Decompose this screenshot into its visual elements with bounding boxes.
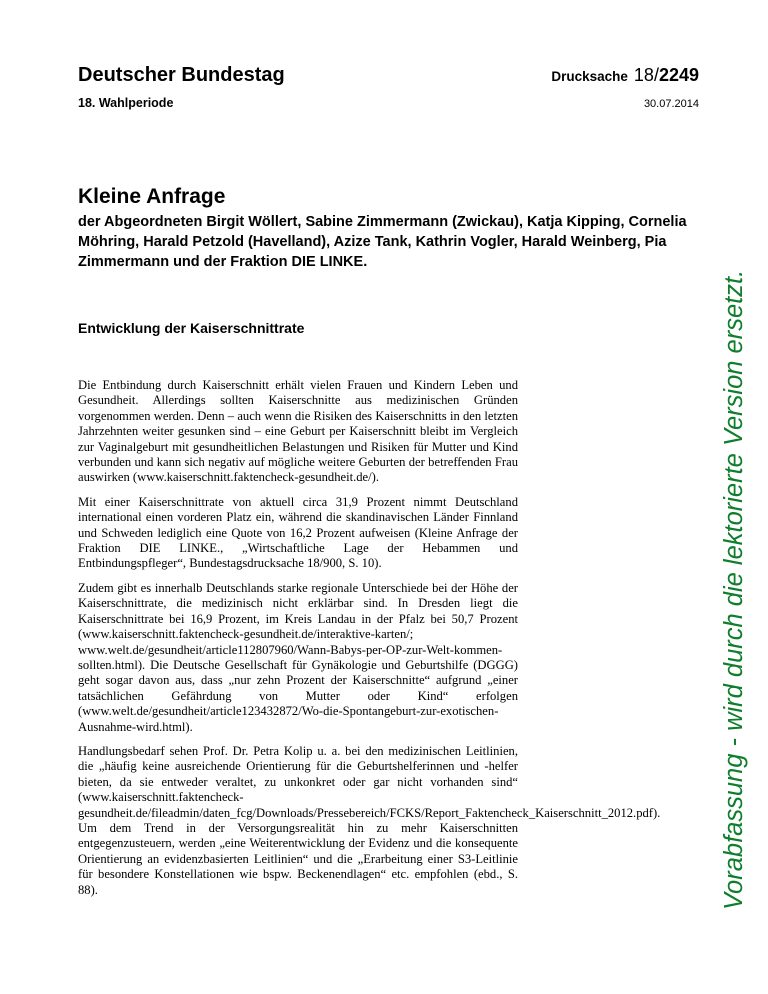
document-title: Kleine Anfrage: [78, 185, 226, 208]
document-number: [551, 65, 699, 86]
document-date: 30.07.2014: [643, 98, 699, 110]
draft-watermark: Vorabfassung - wird durch die lektorierte Version ersetzt.: [720, 269, 748, 910]
paragraph: Die Entbindung durch Kaiserschnitt erhält vielen Frauen und Kindern Leben und Gesundheit. Allerdings sollten Kaiserschnitte aus medizinischen Gründen vorgenommen werden. Denn – auch wenn die Risiken des Kaiserschnitts in den letzten Jahrzehnten weiter gesunken sind – eine Geburt per Kaiserschnitt bleibt im Vergleich zur Vaginalgeburt mit gesundheitlichen Belastungen und Risiken für Mutter und Kind verbunden und kann sich negativ auf mögliche weitere Geburten der betreffenden Frau auswirken (www.kaiserschnitt.faktencheck-gesundheit.de/).: [78, 378, 518, 485]
document-number-prefix: 18/: [633, 65, 659, 85]
paragraph: Handlungsbedarf sehen Prof. Dr. Petra Kolip u. a. bei den medizinischen Leitlinien, die „häufig keine ausreichende Orientierung für die Geburtshelferinnen und -helfer bieten, da sie entweder veraltet, zu unkonkret oder gar nicht vorhanden sind“ (www.kaiserschnitt.faktencheck-gesundheit.de/fileadmin/daten_fcg/Downloads/Pressebereich/FCKS/Report_Faktencheck_Kaiserschnitt_2012.pdf). Um dem Trend in der Versorgungsrealität hin zu mehr Kaiserschnitten entgegenzusteuern, werden „eine Weiterentwicklung der Evidenz und die konsequente Orientierung an evidenzbasierten Leitlinien“ und die „Erarbeitung einer S3-Leitlinie für besondere Konstellationen wie bspw. Beckenendlagen“ etc. empfohlen (ebd., S. 88).: [78, 743, 661, 897]
subject-heading: Entwicklung der Kaiserschnittrate: [78, 320, 305, 336]
paragraph: Mit einer Kaiserschnittrate von aktuell circa 31,9 Prozent nimmt Deutschland international einen vorderen Platz ein, während die skandinavischen Länder Finnland und Schweden lediglich eine Quote von 16,2 Prozent aufweisen (Kleine Anfrage der Fraktion DIE LINKE., „Wirtschaftliche Lage der Hebammen und Entbindungspfleger“, Bundestagsdrucksache 18/900, S. 10).: [78, 494, 518, 571]
paragraph: Zudem gibt es innerhalb Deutschlands starke regionale Unterschiede bei der Höhe der Kaiserschnittrate, die medizinisch nicht erklärbar sind. In Dresden liegt die Kaiserschnittrate bei 16,9 Prozent, im Kreis Landau in der Pfalz bei 50,7 Prozent (www.kaiserschnitt.faktencheck-gesundheit.de/interaktive-karten/; www.welt.de/gesundheit/article112807960/Wann-Babys-per-OP-zur-Welt-kommen-sollten.html). Die Deutsche Gesellschaft für Gynäkologie und Geburtshilfe (DGGG) geht sogar davon aus, dass „nur zehn Prozent der Kaiserschnitte“ aufgrund „einer tatsächlichen Gefährdung von Mutter oder Kind“ erfolgen (www.welt.de/gesundheit/article123432872/Wo-die-Spontangeburt-zur-exotischen-Ausnahme-wird.html).: [78, 580, 518, 734]
document-number-value: 2249: [658, 65, 699, 85]
body-text: [78, 378, 661, 907]
document-label: Drucksache: [551, 69, 628, 84]
legislative-period: 18. Wahlperiode: [78, 96, 174, 110]
institution-name: Deutscher Bundestag: [78, 64, 285, 86]
authors: der Abgeordneten Birgit Wöllert, Sabine Zimmermann (Zwickau), Katja Kipping, Cornelia Möhring, Harald Petzold (Havelland), Azize Tank, Kathrin Vogler, Harald Weinberg, Pia Zimmermann und der Fraktion DIE LINKE.: [78, 214, 687, 270]
